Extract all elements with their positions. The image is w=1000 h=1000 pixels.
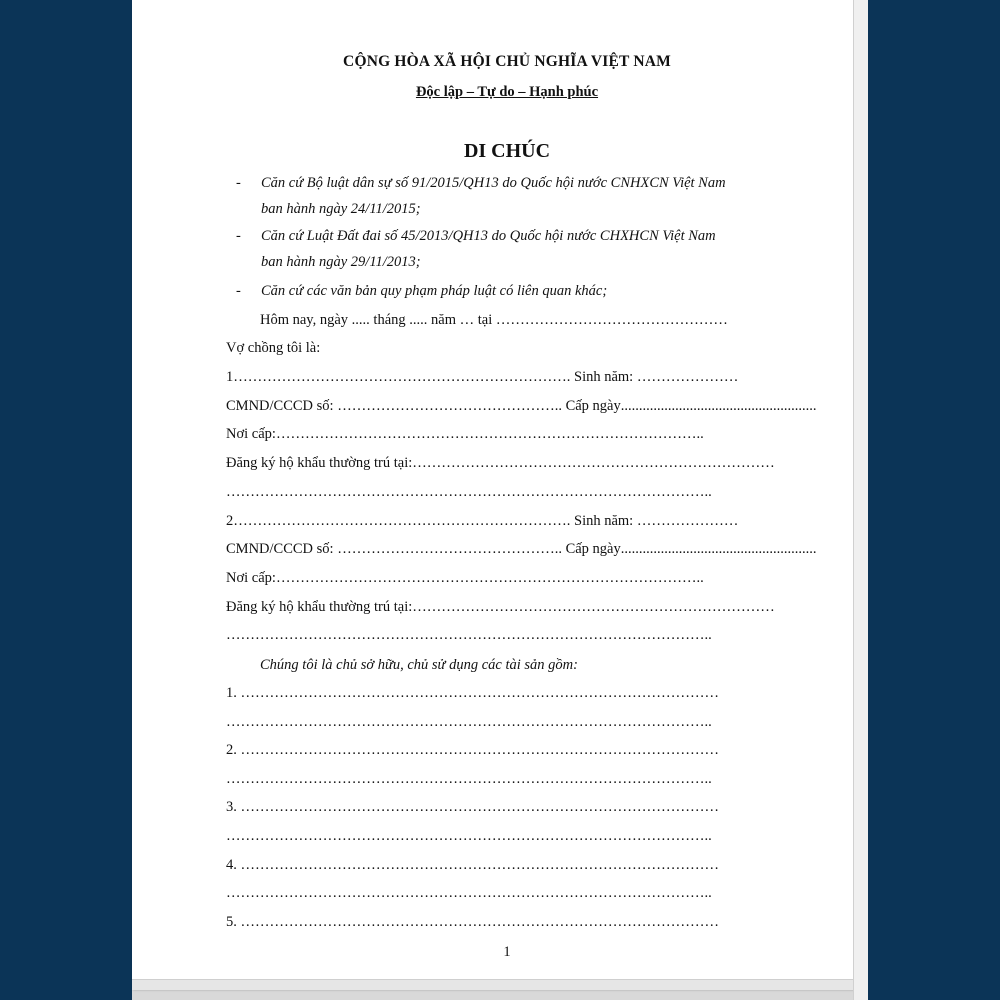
asset-item-3: 3. ……………………………………………………………………………………… [226, 799, 719, 815]
person-1-residence-line [226, 453, 788, 473]
page-number: 1 [503, 944, 511, 960]
person-1-residence-cont: ……………………………………………………………………………………….. [226, 484, 712, 500]
residence-label: Đăng ký hộ khẩu thường trú tại: [226, 455, 413, 471]
document-viewer [132, 0, 868, 1000]
asset-item-5: 5. ……………………………………………………………………………………… [226, 914, 719, 930]
person-2-name-line: 2……………………………………………………………. Sinh năm: ………………… [226, 513, 739, 529]
person-1-place-line [226, 424, 788, 444]
person-1-name-line: 1……………………………………………………………. Sinh năm: ………………… [226, 369, 739, 385]
asset-item-4-cont: ……………………………………………………………………………………….. [226, 885, 712, 901]
legal-base-line: Căn cứ các văn bản quy phạm pháp luật có liên quan khác; [261, 283, 608, 299]
person-2-residence-line [226, 597, 788, 617]
asset-item-3-cont: ……………………………………………………………………………………….. [226, 828, 712, 844]
page-bottom-edge [132, 979, 854, 990]
id-label: CMND/CCCD số: ……………………………………….. Cấp ngày [226, 398, 621, 414]
assets-intro: Chúng tôi là chủ sở hữu, chủ sử dụng các tài sản gồm: [260, 657, 578, 673]
id-date-blank: ...................................................... [620, 398, 817, 414]
document-title: DI CHÚC [463, 140, 551, 162]
bullet-dash: - [236, 175, 241, 191]
place-blank: …………………………………………………………………………….. [275, 570, 704, 586]
person-2-place-line [226, 568, 788, 588]
id-date-blank: ...................................................... [620, 541, 817, 557]
legal-base-line: ban hành ngày 24/11/2015; [261, 201, 421, 217]
residence-label: Đăng ký hộ khẩu thường trú tại: [226, 599, 413, 615]
motto-container [226, 84, 788, 101]
asset-item-2-cont: ……………………………………………………………………………………….. [226, 771, 712, 787]
couple-intro: Vợ chồng tôi là: [226, 340, 321, 356]
place-label: Nơi cấp: [226, 426, 276, 442]
residence-blank: ………………………………………………………………… [412, 599, 775, 615]
national-motto: Độc lập – Tự do – Hạnh phúc [415, 84, 599, 100]
place-label: Nơi cấp: [226, 570, 276, 586]
asset-item-1-cont: ……………………………………………………………………………………….. [226, 714, 712, 730]
asset-item-4: 4. ……………………………………………………………………………………… [226, 857, 719, 873]
legal-base-line: Căn cứ Luật Đất đai số 45/2013/QH13 do Quốc hội nước CHXHCN Việt Nam [261, 228, 716, 244]
today-line: Hôm nay, ngày ..... tháng ..... năm … tại ………………………………………… [260, 312, 728, 328]
person-2-residence-cont: ……………………………………………………………………………………….. [226, 627, 712, 643]
bullet-dash: - [236, 283, 241, 299]
asset-item-2: 2. ……………………………………………………………………………………… [226, 742, 719, 758]
place-blank: …………………………………………………………………………….. [275, 426, 704, 442]
person-1-id-line [226, 396, 817, 416]
residence-blank: ………………………………………………………………… [412, 455, 775, 471]
legal-base-line: Căn cứ Bộ luật dân sự số 91/2015/QH13 do Quốc hội nước CNHXCN Việt Nam [261, 175, 726, 191]
id-label: CMND/CCCD số: ……………………………………….. Cấp ngày [226, 541, 621, 557]
person-2-id-line [226, 539, 817, 559]
asset-item-1: 1. ……………………………………………………………………………………… [226, 685, 719, 701]
vertical-scrollbar[interactable] [853, 0, 868, 1000]
bullet-dash: - [236, 228, 241, 244]
legal-base-line: ban hành ngày 29/11/2013; [261, 254, 421, 270]
national-title: CỘNG HÒA XÃ HỘI CHỦ NGHĨA VIỆT NAM [343, 53, 671, 70]
document-page [132, 0, 854, 990]
